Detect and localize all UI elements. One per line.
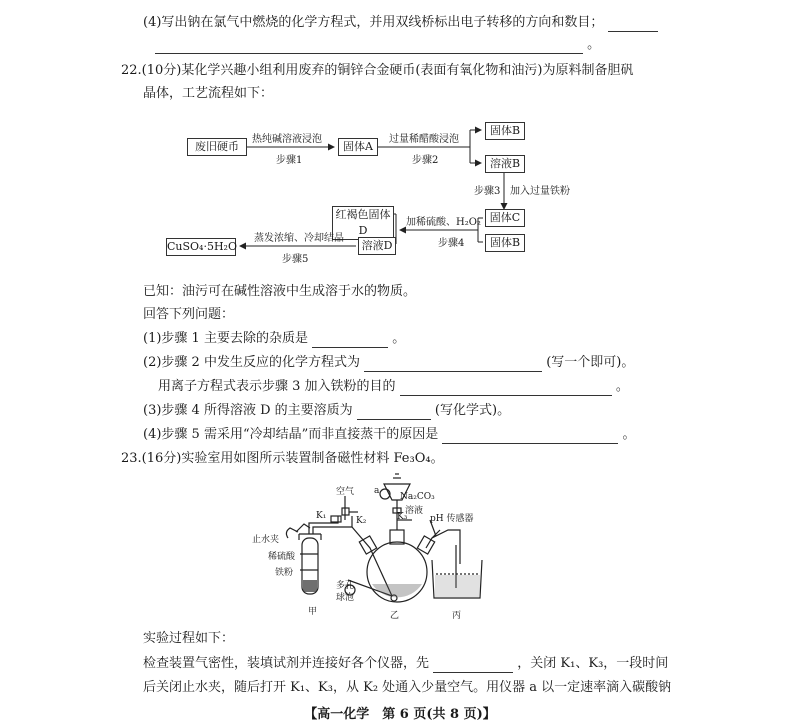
q22-header: 22.(10分)某化学兴趣小组利用废弃的铜锌合金硬币(表面有氧化物和油污)为原料制备胆矾 <box>121 63 634 78</box>
q22-sub4: (4)步骤 5 需采用“冷却结晶”而非直接蒸干的原因是 。 <box>143 427 636 442</box>
q22-header-cont: 晶体，工艺流程如下： <box>143 86 274 101</box>
flow-box-solid-b-1: 固体B <box>485 122 525 140</box>
label-na2co3: Na₂CO₃ <box>400 492 435 502</box>
label-acid: 稀硫酸 <box>268 552 296 562</box>
flow-box-solid-b-2: 固体B <box>485 234 525 252</box>
flow-box-solid-d: 红褐色固体D <box>332 206 394 240</box>
page-footer: 【高一化学 第 6 页(共 8 页)】 <box>304 707 496 722</box>
label-air: 空气 <box>336 487 355 497</box>
step4-condition: 加稀硫酸、H₂O₂ <box>406 217 481 228</box>
label-bulb-2: 球泡 <box>336 593 355 603</box>
step1-label: 步骤1 <box>276 155 303 166</box>
step2-condition: 过量稀醋酸浸泡 <box>389 134 459 145</box>
flow-box-solid-c: 固体C <box>485 209 525 227</box>
flow-box-solution-b: 溶液B <box>485 155 525 173</box>
step3-label: 步骤3 <box>474 186 501 197</box>
q21-item4: (4)写出钠在氯气中燃烧的化学方程式，并用双线桥标出电子转移的方向和数目； <box>143 14 658 32</box>
label-bing: 丙 <box>452 611 462 621</box>
q22-answer-prompt: 回答下列问题： <box>143 307 235 322</box>
label-k3: K₃ <box>397 512 408 522</box>
q21-answer-line: 。 <box>155 36 600 54</box>
label-k1: K₁ <box>316 511 327 521</box>
q22-known: 已知：油污可在碱性溶液中生成溶于水的物质。 <box>143 284 417 299</box>
q23-process: 实验过程如下： <box>143 631 235 646</box>
step5-label: 步骤5 <box>282 254 309 265</box>
step1-condition: 热纯碱溶液浸泡 <box>252 134 322 145</box>
label-clamp: 止水夹 <box>252 535 280 545</box>
label-iron: 铁粉 <box>275 568 294 578</box>
label-k2: K₂ <box>356 516 367 526</box>
q22-sub2: (2)步骤 2 中发生反应的化学方程式为 (写一个即可)。 <box>143 355 635 370</box>
label-ph-sensor: pH 传感器 <box>430 514 474 524</box>
q22-sub3: (3)步骤 4 所得溶液 D 的主要溶质为 (写化学式)。 <box>143 403 511 418</box>
q22-sub1: (1)步骤 1 主要去除的杂质是 。 <box>143 331 406 346</box>
step5-condition: 蒸发浓缩、冷却结晶 <box>254 233 344 244</box>
answer-blank <box>433 658 513 673</box>
label-bulb-1: 多孔 <box>336 581 355 591</box>
flow-box-product: CuSO₄·5H₂O <box>166 238 236 256</box>
label-yi: 乙 <box>390 611 400 621</box>
q23-header: 23.(16分)实验室用如图所示装置制备磁性材料 Fe₃O₄。 <box>121 451 444 466</box>
flow-box-coin: 废旧硬币 <box>187 138 247 156</box>
step2-label: 步骤2 <box>412 155 439 166</box>
q22-sub2b: 用离子方程式表示步骤 3 加入铁粉的目的 。 <box>158 379 629 394</box>
label-solution: 溶液 <box>405 506 424 516</box>
label-a: a <box>374 486 380 496</box>
step3-condition: 加入过量铁粉 <box>510 186 570 197</box>
step4-label: 步骤4 <box>438 238 465 249</box>
label-jia: 甲 <box>308 607 318 617</box>
q23-p2: 后关闭止水夹，随后打开 K₁、K₃，从 K₂ 处通入少量空气。用仪器 a 以一定速率滴入碳酸钠 <box>143 680 672 695</box>
flow-box-solid-a: 固体A <box>338 138 378 156</box>
flow-box-solution-d: 溶液D <box>358 237 396 255</box>
q23-p1: 检查装置气密性，装填试剂并连接好各个仪器，先 ，关闭 K₁、K₃，一段时间 <box>143 656 669 671</box>
